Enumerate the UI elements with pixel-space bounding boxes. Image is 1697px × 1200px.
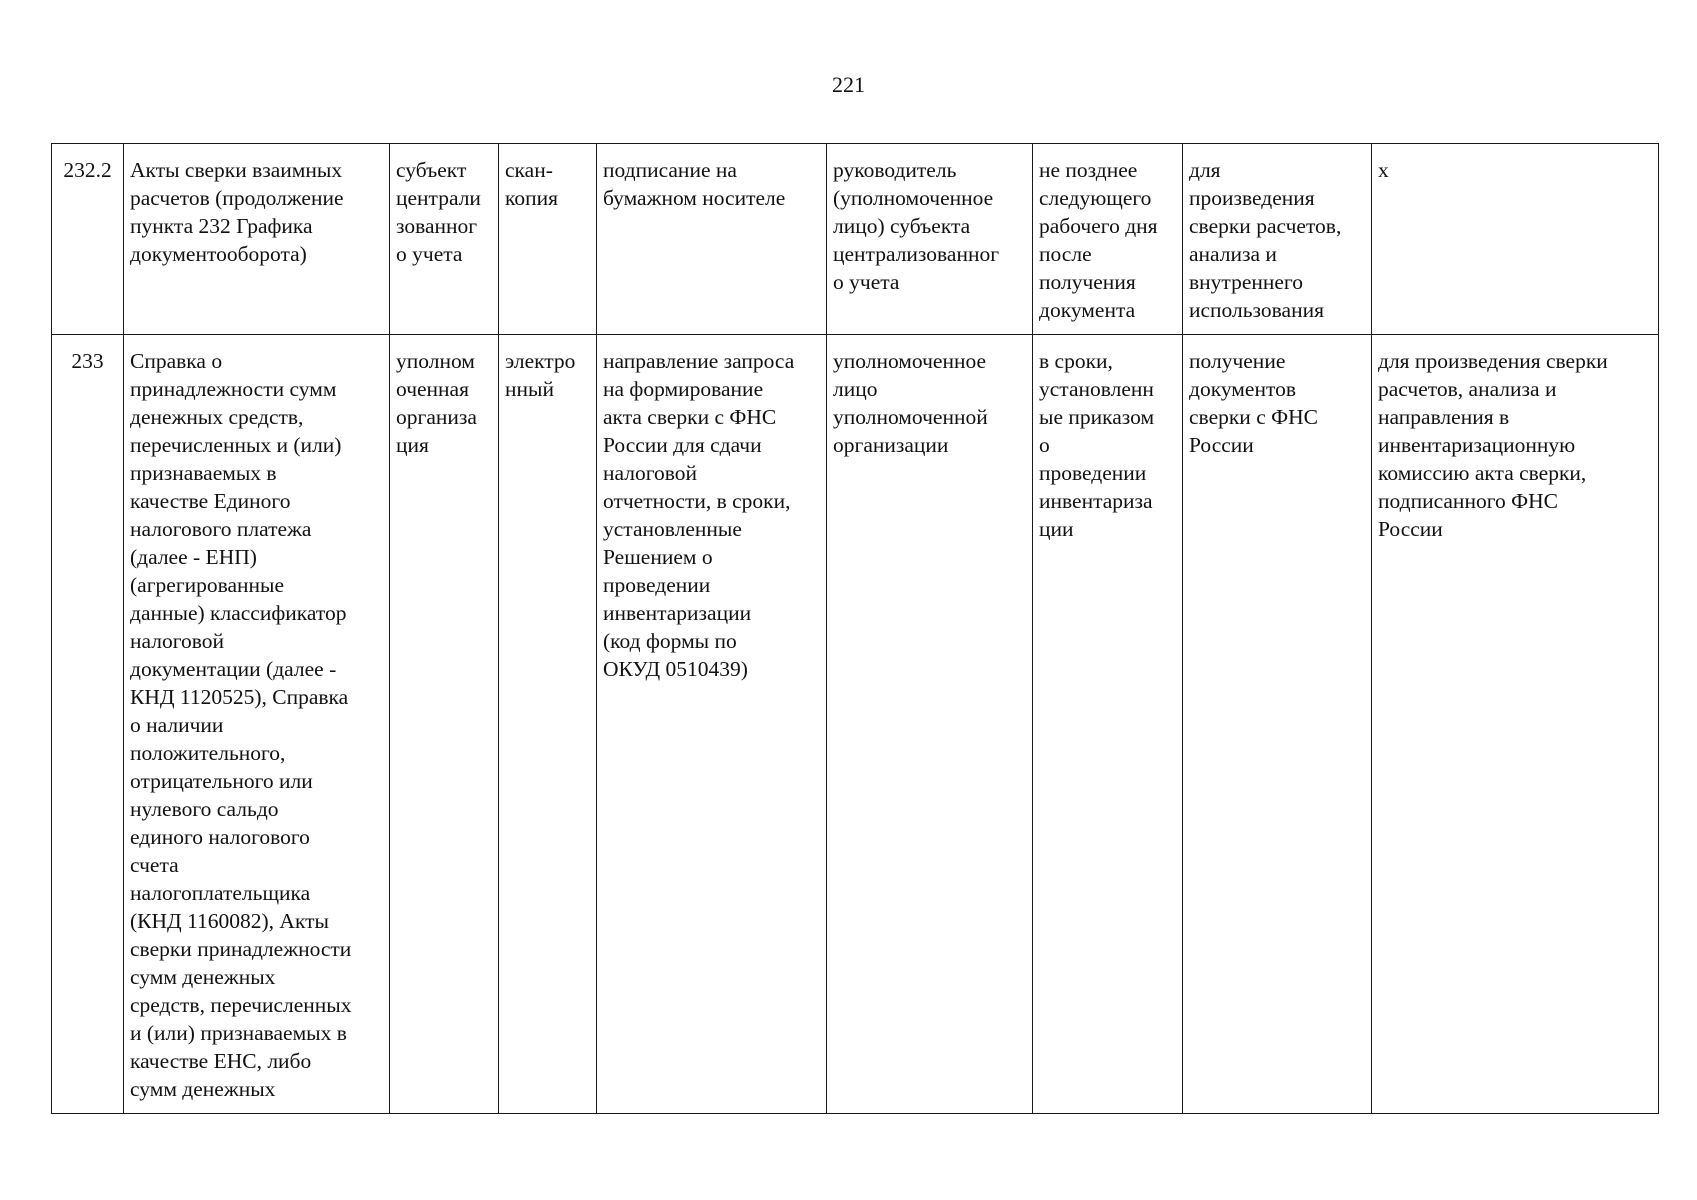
row-number: 232.2 (63, 158, 112, 182)
responsible-cell (827, 335, 1033, 1114)
deadline: не позднее следующего рабочего дня после получения документа (1039, 158, 1158, 322)
creator-cell (390, 335, 499, 1114)
deadline-cell (1033, 144, 1183, 335)
responsible-person: руководитель (уполномоченное лицо) субъекта централизованног о учета (833, 158, 1000, 294)
document-form: электро нный (505, 349, 576, 401)
action-cell (597, 144, 827, 335)
next-step: для произведения сверки расчетов, анализа и направления в инвентаризационную комиссию акта сверки, подписанного ФНС России (1378, 349, 1608, 541)
next-step-cell (1372, 144, 1659, 335)
creator: уполном оченная организа ция (396, 349, 477, 457)
row-number-cell (52, 335, 124, 1114)
creator-cell (390, 144, 499, 335)
row-number: 233 (71, 349, 104, 373)
purpose-cell (1183, 335, 1372, 1114)
page-number: 221 (832, 72, 865, 97)
action: подписание на бумажном носителе (603, 158, 786, 210)
deadline-cell (1033, 335, 1183, 1114)
purpose-cell (1183, 144, 1372, 335)
row-number-cell (52, 144, 124, 335)
responsible-cell (827, 144, 1033, 335)
deadline: в сроки, установленн ые приказом о проведении инвентариза ции (1039, 349, 1155, 541)
table-row (52, 335, 1659, 1114)
form-cell (499, 144, 597, 335)
form-cell (499, 335, 597, 1114)
action: направление запроса на формирование акта сверки с ФНС России для сдачи налоговой отчетности, в сроки, установленные Решением о проведении инвентаризации (код формы по ОКУД 0510439) (603, 349, 795, 681)
next-step: х (1378, 158, 1389, 182)
document-flow-table (51, 143, 1659, 1114)
creator: субъект централи зованног о учета (396, 158, 481, 266)
purpose: для произведения сверки расчетов, анализа и внутреннего использования (1189, 158, 1342, 322)
document-name: Справка о принадлежности сумм денежных средств, перечисленных и (или) признаваемых в качестве Единого налогового платежа (далее - ЕНП) (агрегированные данные) классификатор налоговой документации (далее - КНД 1120525), Справка о наличии положительного, отрицательного или нулевого сальдо единого налогового счета налогоплательщика (КНД 1160082), Акты сверки принадлежности сумм денежных средств, перечисленных и (или) признаваемых в качестве ЕНС, либо сумм денежных (130, 349, 352, 1101)
document-name-cell (124, 144, 390, 335)
document-name: Акты сверки взаимных расчетов (продолжение пункта 232 Графика документооборота) (130, 158, 344, 266)
document-name-cell (124, 335, 390, 1114)
action-cell (597, 335, 827, 1114)
document-form: скан- копия (505, 158, 559, 210)
responsible-person: уполномоченное лицо уполномоченной организации (833, 349, 988, 457)
table-row (52, 144, 1659, 335)
next-step-cell (1372, 335, 1659, 1114)
purpose: получение документов сверки с ФНС России (1189, 349, 1318, 457)
